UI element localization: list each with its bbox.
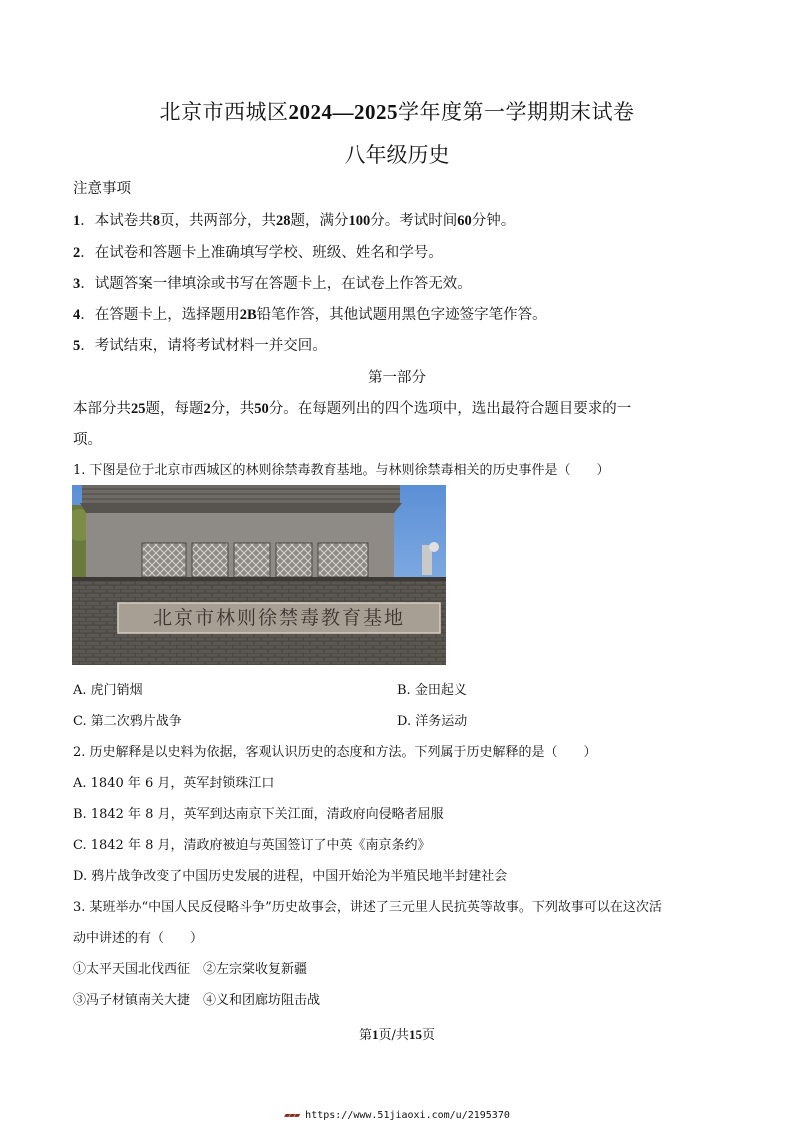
intro-text: 分，共	[210, 401, 255, 417]
notice-number: 2	[73, 245, 81, 261]
question-3-stem: 3. 某班举办“中国人民反侵略斗争”历史故事会，讲述了三元里人民抗英等故事。下列故事可以在这次活	[73, 900, 662, 915]
exam-subtitle: 八年级历史	[344, 143, 450, 167]
question-3-stem-cont: 动中讲述的有（ ）	[73, 931, 204, 946]
q1-option-c: C. 第二次鸦片战争	[73, 714, 182, 729]
part-heading: 第一部分	[368, 370, 426, 386]
q1-option-a: A. 虎门销烟	[73, 683, 143, 698]
question-1-stem: 1. 下图是位于北京市西城区的林则徐禁毒教育基地。与林则徐禁毒相关的历史事件是（ ）	[73, 463, 610, 478]
watermark-icon: ▰▰▰	[284, 1110, 300, 1121]
notice-text: 在答题卡上，选择题用	[94, 307, 240, 323]
notice-value: 8	[152, 213, 160, 229]
q1-option-b: B. 金田起义	[397, 683, 467, 698]
intro-text: 分。在每题列出的四个选项中，选出最符合题目要求的一	[268, 401, 632, 417]
notice-value: 60	[457, 213, 472, 229]
notice-text: 本试卷共	[94, 213, 153, 229]
q3-choices-line2: ③冯子材镇南关大捷 ④义和团廊坊阻击战	[73, 993, 321, 1008]
notice-number: 1	[73, 213, 81, 229]
notice-number: 3	[73, 276, 81, 292]
notice-text: 题，满分	[290, 213, 349, 229]
notice-text: 在试卷和答题卡上准确填写学校、班级、姓名和学号。	[94, 245, 443, 261]
notice-text: 考试结束，请将考试材料一并交回。	[94, 338, 327, 354]
notice-item-5: 5．考试结束，请将考试材料一并交回。	[73, 338, 327, 354]
notice-text: 试题答案一律填涂或书写在答题卡上，在试卷上作答无效。	[94, 276, 472, 292]
part-intro	[73, 397, 631, 418]
lin-zexu-base-photo	[72, 485, 446, 665]
notice-text: 分。考试时间	[370, 213, 458, 229]
title-years: 2024—2025	[288, 100, 398, 124]
q2-option-c: C. 1842 年 8 月，清政府被迫与英国签订了中英《南京条约》	[73, 838, 431, 853]
notice-heading: 注意事项	[73, 181, 131, 197]
q2-option-b: B. 1842 年 8 月，英军到达南京下关江面，清政府向侵略者屈服	[73, 807, 444, 822]
page-number	[0, 1024, 794, 1043]
notice-item-4: 4．在答题卡上，选择题用2B铅笔作答，其他试题用黑色字迹签字笔作答。	[73, 307, 547, 323]
page-text: 第	[359, 1028, 373, 1043]
page-current: 1	[372, 1027, 379, 1042]
q3-choices-line1: ①太平天国北伐西征 ②左宗棠收复新疆	[73, 962, 308, 977]
page-text: 页	[421, 1028, 435, 1043]
notice-text: 铅笔作答，其他试题用黑色字迹签字笔作答。	[256, 307, 547, 323]
page-total: 15	[408, 1027, 422, 1042]
notice-text: 页，共两部分，共	[160, 213, 276, 229]
notice-value: 2B	[239, 307, 257, 323]
notice-item-2: 2．在试卷和答题卡上准确填写学校、班级、姓名和学号。	[73, 245, 443, 261]
title-suffix: 学年度第一学期期末试卷	[398, 100, 635, 124]
intro-text: 题，每题	[145, 401, 204, 417]
notice-item-3: 3．试题答案一律填涂或书写在答题卡上，在试卷上作答无效。	[73, 276, 472, 292]
photo-illustration	[72, 485, 446, 665]
notice-number: 4	[73, 307, 81, 323]
intro-value: 50	[254, 401, 269, 417]
intro-value: 2	[203, 401, 211, 417]
intro-text: 本部分共	[73, 401, 131, 417]
page-text: 页/共	[378, 1028, 409, 1043]
question-2-stem: 2. 历史解释是以史料为依据，客观认识历史的态度和方法。下列属于历史解释的是（ ）	[73, 745, 597, 760]
notice-value: 28	[276, 213, 291, 229]
exam-title	[0, 96, 794, 126]
notice-text: 分钟。	[471, 213, 516, 229]
notice-number: 5	[73, 338, 81, 354]
photo-sign-text: 北京市林则徐禁毒教育基地	[152, 607, 406, 629]
title-prefix: 北京市西城区	[159, 100, 289, 124]
q2-option-d: D. 鸦片战争改变了中国历史发展的进程，中国开始沦为半殖民地半封建社会	[73, 869, 508, 884]
watermark-url	[0, 1110, 794, 1121]
q1-option-d: D. 洋务运动	[397, 714, 468, 729]
q2-option-a: A. 1840 年 6 月，英军封锁珠江口	[73, 776, 275, 791]
part-intro-line2: 项。	[73, 432, 102, 448]
intro-value: 25	[131, 401, 146, 417]
watermark-link[interactable]: https://www.51jiaoxi.com/u/2195370	[305, 1110, 510, 1121]
notice-value: 100	[348, 213, 371, 229]
notice-item-1: 1．本试卷共8页，共两部分，共28题，满分100分。考试时间60分钟。	[73, 213, 516, 229]
